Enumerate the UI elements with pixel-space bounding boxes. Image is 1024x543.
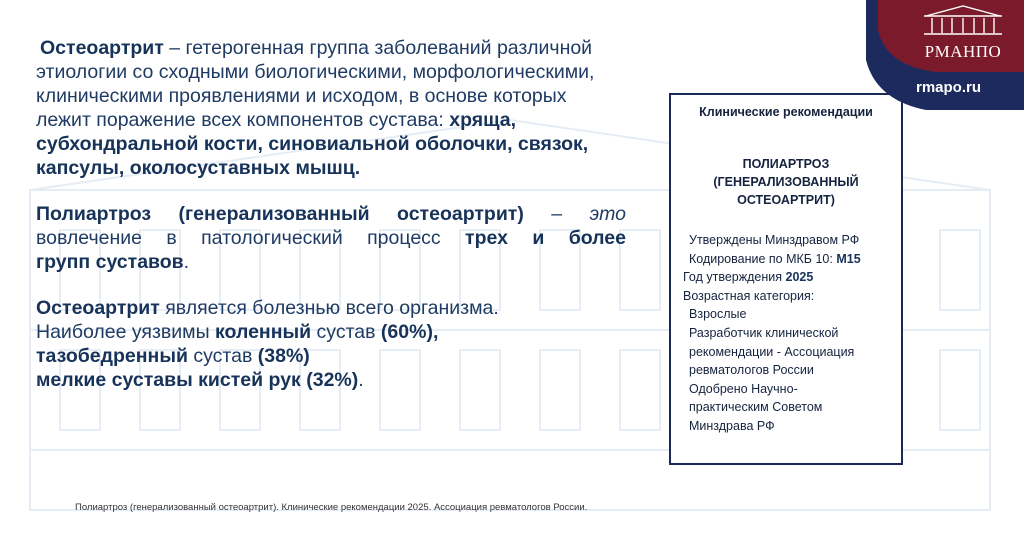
hip: тазобедренный (36, 345, 188, 367)
joint-groups: групп суставов (36, 251, 184, 273)
box-details (671, 231, 901, 436)
year-value: 2025 (785, 270, 814, 285)
year-line (683, 268, 901, 287)
term-osteoarthritis-2: Остеоартрит (36, 297, 160, 319)
joint-word-1: сустав (311, 321, 381, 343)
main-content (36, 36, 626, 392)
main-line-2: (ГЕНЕРАЛИЗОВАННЫЙ (713, 175, 859, 189)
box-main-title (671, 155, 901, 209)
paragraph-polyarthrosis-end (36, 250, 626, 274)
main-line-1: ПОЛИАРТРОЗ (742, 157, 830, 171)
period-2: . (358, 369, 364, 391)
icd-label: Кодирование по МКБ 10: (689, 251, 837, 266)
main-line-3: ОСТЕОАРТРИТ) (737, 193, 835, 207)
developer-3: ревматологов России (689, 363, 814, 378)
period: . (183, 251, 190, 273)
box-title: Клинические рекомендации (699, 105, 873, 119)
recommendations-box (669, 93, 903, 465)
definition-text: – гетерогенная группа заболеваний различной этиологии со сходными биологическими, морфологическими, клиническими проявлениями и исходом, в основе которых лежит поражение всех компонентов сустава: (36, 37, 595, 131)
paragraph-polyarthrosis (36, 202, 626, 250)
joint-components: хряща, субхондральной кости, синовиальной оболочки, связок, капсулы, околосуставных мышц. (36, 109, 589, 179)
term-polyarthrosis: Полиартроз (генерализованный остеоартрит) (36, 203, 524, 225)
council-3: Минздрава РФ (689, 418, 775, 433)
hands: мелкие суставы кистей рук (32%) (36, 369, 359, 391)
dash: – (523, 203, 590, 225)
involvement-text: вовлечение в патологический процесс (36, 227, 466, 249)
icd-line (683, 250, 901, 269)
term-osteoarthritis: Остеоартрит (40, 37, 164, 59)
footnote: Полиартроз (генерализованный остеоартрит). Клинические рекомендации 2025. Ассоциация ревматологов России. (75, 502, 588, 513)
systemic-text: является болезнью всего организма. (159, 297, 499, 319)
hip-percent: (38%) (257, 345, 310, 367)
brand-name: РМАНПО (924, 42, 1002, 61)
italic-word: это (589, 203, 626, 225)
knee: коленный (215, 321, 312, 343)
approved: Утверждены Минздравом РФ (689, 233, 860, 247)
council-1: Одобрено Научно- (689, 381, 798, 396)
knee-percent: (60%), (380, 321, 439, 343)
year-label: Год утверждения (683, 270, 786, 285)
site-link[interactable]: rmapo.ru (916, 79, 982, 96)
age-label: Возрастная категория: (683, 288, 815, 303)
developer-1: Разработчик клинической (689, 325, 839, 340)
paragraph-definition (36, 36, 626, 180)
council-2: практическим Советом (689, 400, 823, 415)
joint-word-2: сустав (187, 345, 258, 367)
age-value: Взрослые (689, 307, 747, 322)
building-icon (916, 2, 1010, 38)
developer-2: рекомендации - Ассоциация (689, 344, 855, 359)
three-or-more: трех и более (465, 227, 626, 249)
icd-code: М15 (836, 251, 861, 266)
paragraph-systemic (36, 296, 626, 392)
vulnerable-text: Наиболее уязвимы (36, 321, 216, 343)
